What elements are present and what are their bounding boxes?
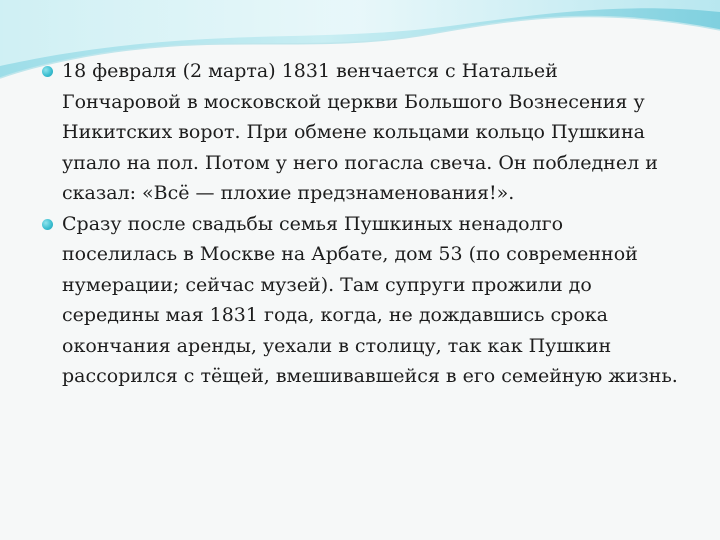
bullet-dot-icon [42,66,53,77]
bullet-dot-icon [42,219,53,230]
slide-content [42,56,682,392]
bullet-text: 18 февраля (2 марта) 1831 венчается с Натальей Гончаровой в московской церкви Большого Вознесения у Никитских ворот. При обмене кольцами кольцо Пушкина упало на пол. Потом у него погасла свеча. Он побледнел и сказал: «Всё — плохие предзнаменования!». [62,60,658,204]
bullet-text: Сразу после свадьбы семья Пушкиных ненадолго поселилась в Москве на Арбате, дом 53 (по современной нумерации; сейчас музей). Там супруги прожили до середины мая 1831 года, когда, не дождавшись срока окончания аренды, уехали в столицу, так как Пушкин рассорился с тёщей, вмешивавшейся в его семейную жизнь. [62,212,678,387]
bullet-item [42,56,682,209]
bullet-item [42,209,682,392]
bullet-list [42,56,682,392]
